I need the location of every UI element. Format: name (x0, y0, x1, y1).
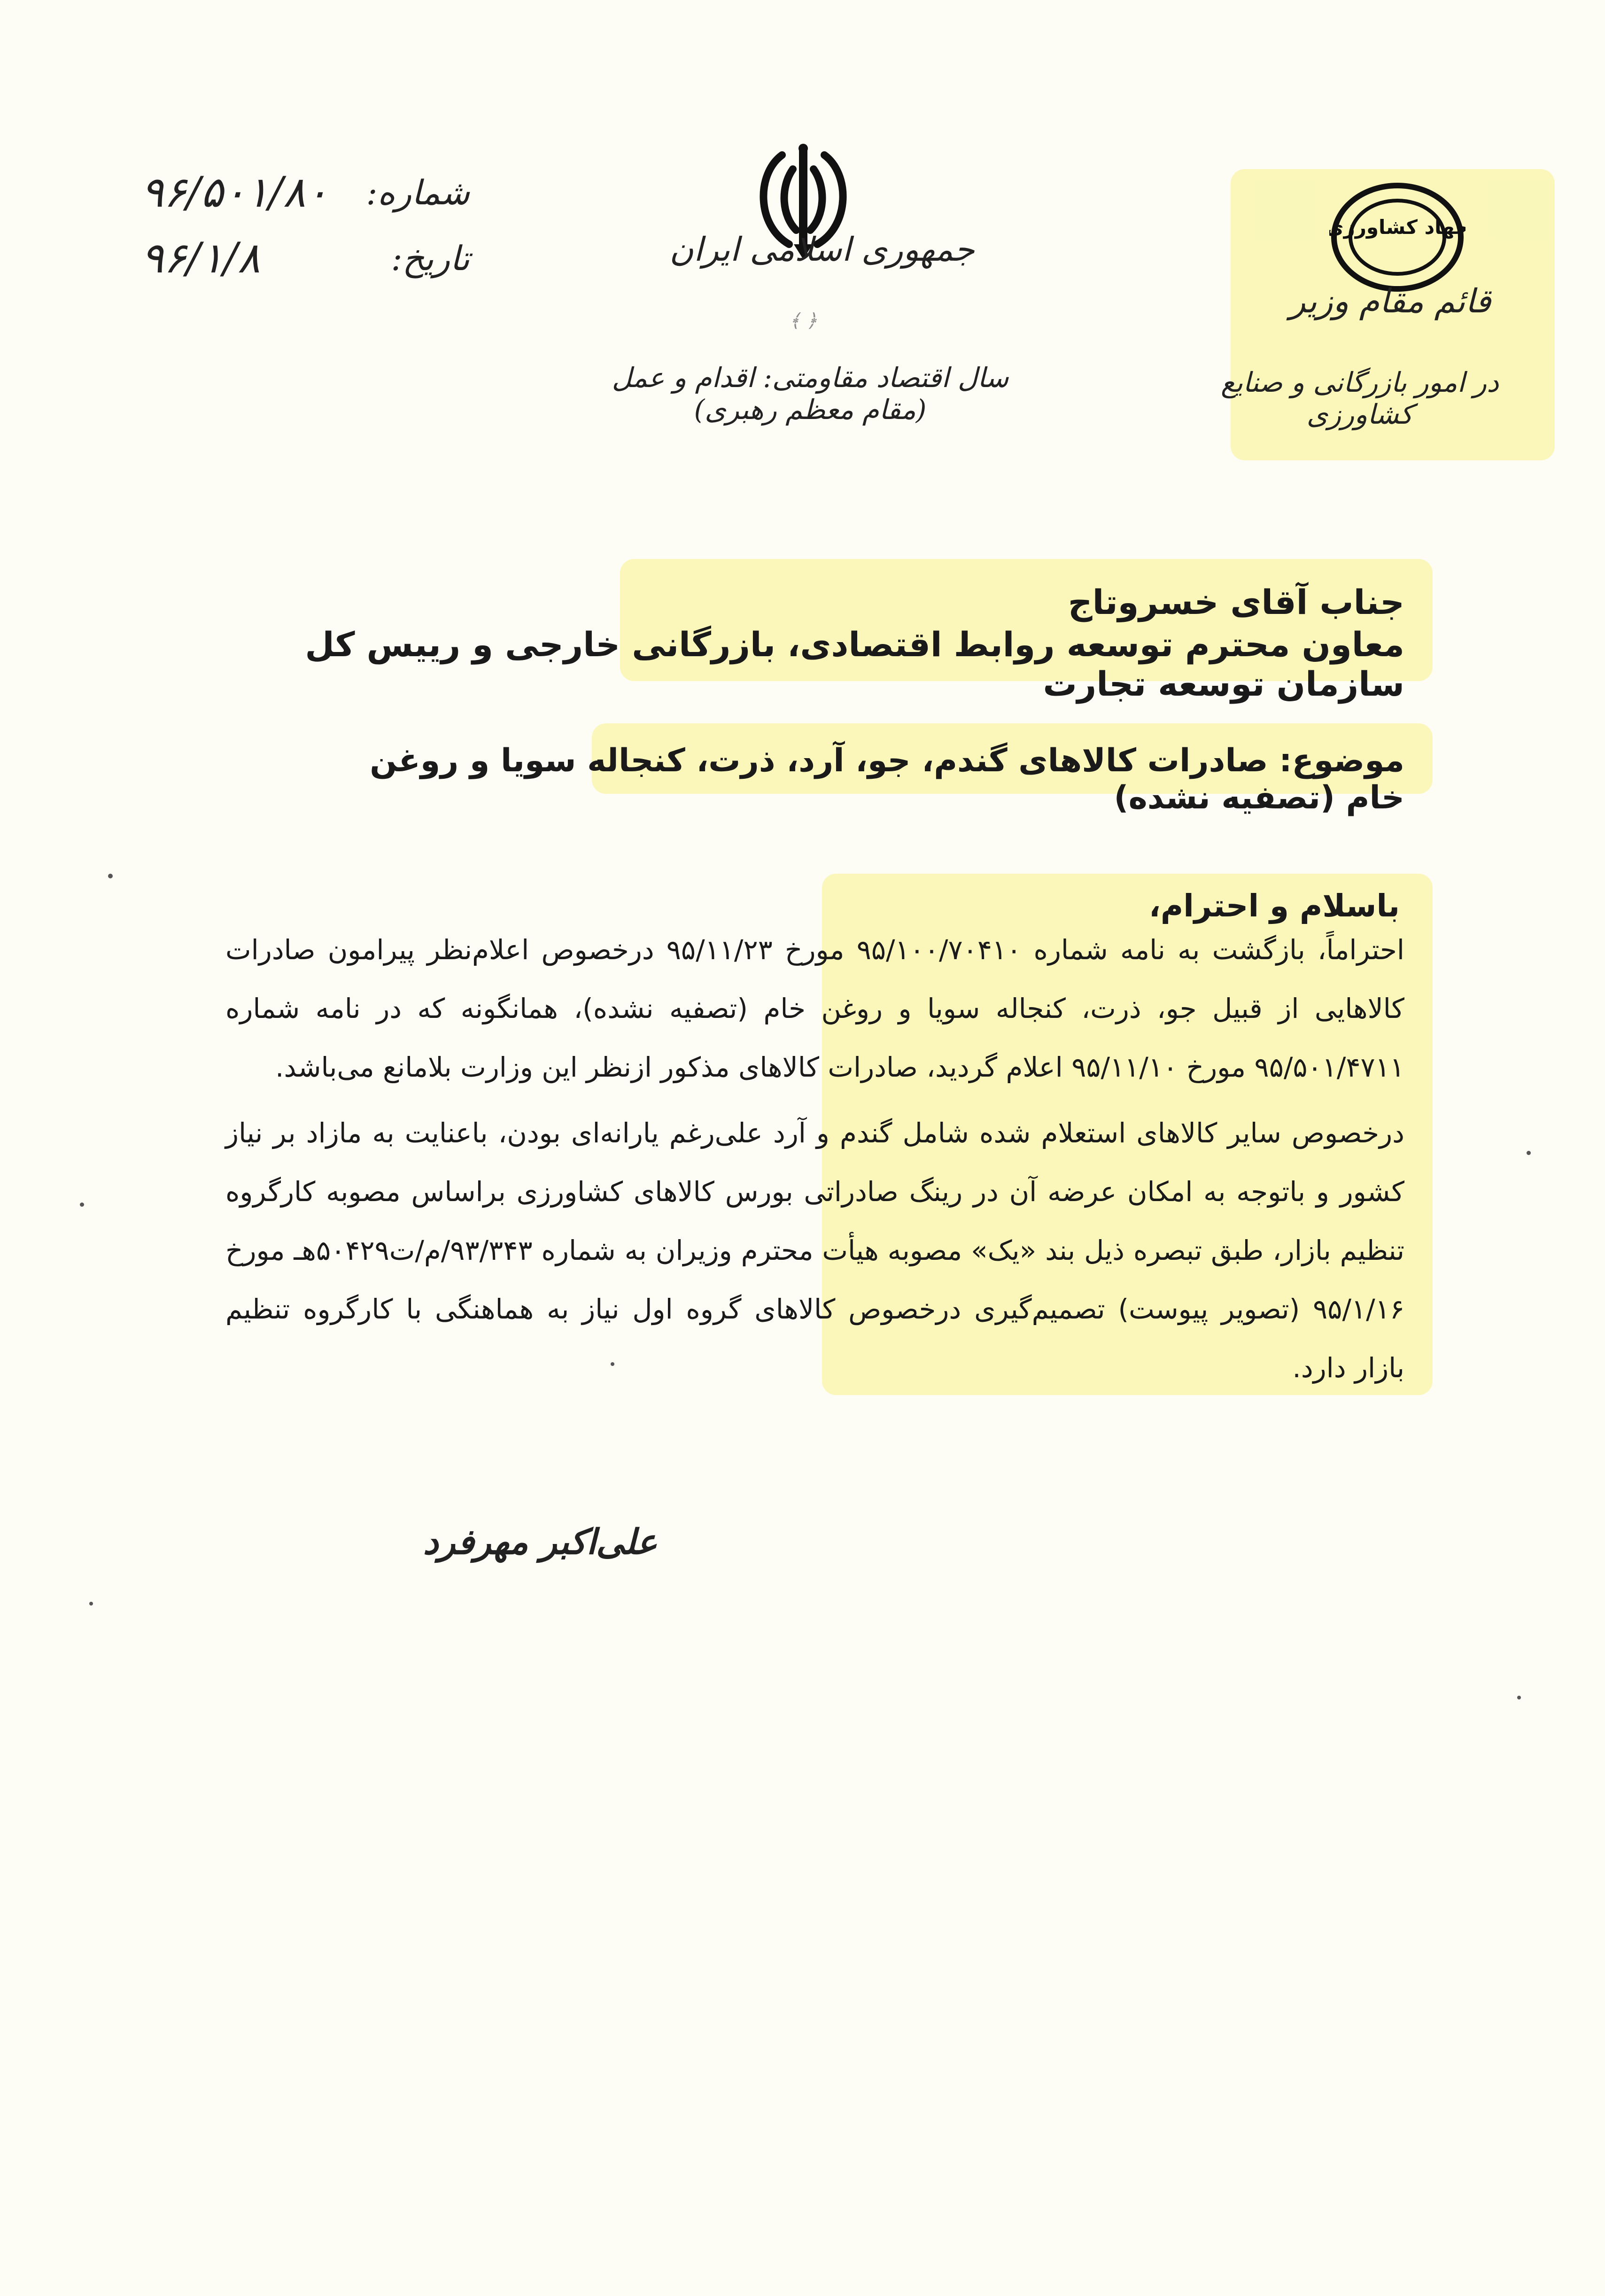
letter-subject: موضوع: صادرات کالاهای گندم، جو، آرد، ذرت، کنجاله سویا و روغن خام (تصفیه نشده) (370, 742, 1404, 816)
signatory-name: علی‌اکبر مهرفرد (423, 1522, 658, 1562)
body-paragraph-1: احتراماً، بازگشت به نامه شماره ۹۵/۱۰۰/۷۰۴۱۰ مورخ ۹۵/۱۱/۲۳ درخصوص اعلام‌نظر پیرامون صادرات کالاهایی از قبیل جو، ذرت، کنجاله سویا و روغن خام (تصفیه نشده)، همانگونه که در نامه شماره ۹۵/۵۰۱/۴۷۱۱ مورخ ۹۵/۱۱/۱۰ اعلام گردید، صادرات کالاهای مذکور ازنظر این وزارت بلامانع می‌باشد. (225, 934, 1404, 1083)
letter-number-value: ۹۶/۵۰۱/۸۰ (141, 168, 329, 217)
scan-speck (611, 1362, 614, 1366)
country-name: جمهوری اسلامی ایران (669, 230, 975, 269)
letter-number-label: شماره: (366, 173, 470, 212)
salutation: باسلام و احترام، (1148, 888, 1400, 924)
scan-speck (89, 1602, 93, 1606)
scan-speck (1517, 1696, 1521, 1699)
deputy-office: در امور بازرگانی و صنایع کشاورزی (1221, 366, 1499, 430)
scan-speck (1527, 1151, 1531, 1155)
scan-speck (80, 1202, 84, 1207)
letter-date-label: تاریخ: (391, 239, 470, 278)
year-slogan: سال اقتصاد مقاومتی: اقدام و عمل (مقام معظم رهبری) (612, 362, 1009, 426)
letter-number-row (141, 160, 470, 225)
faded-note (733, 310, 874, 332)
letter-date-value: ۹۶/۱/۸ (141, 233, 261, 283)
body-paragraph-2: درخصوص سایر کالاهای استعلام شده شامل گندم و آرد علی‌رغم یارانه‌ای بودن، باعنایت به مازاد بر نیاز کشور و باتوجه به امکان عرضه آن در رینگ صادراتی بورس کالاهای کشاورزی براساس مصوبه کارگروه تنظیم بازار، طبق تبصره ذیل بند «یک» مصوبه هیأت محترم وزیران به شماره ۹۳/۳۴۳/م/ت۵۰۴۲۹هـ مورخ ۹۵/۱/۱۶ (تصویر پیوست) تصمیم‌گیری درخصوص کالاهای گروه اول نیاز به هماهنگی با کارگروه تنظیم بازار دارد. (225, 1117, 1404, 1384)
scan-speck (108, 874, 113, 878)
letter-reference (141, 160, 470, 291)
recipient-name: جناب آقای خسروتاج (1068, 582, 1404, 622)
ministry-seal (1329, 178, 1465, 296)
ministry-seal-text: جهاد کشاورزی (1329, 216, 1465, 239)
recipient-title: معاون محترم توسعه روابط اقتصادی، بازرگانی خارجی و رییس کل سازمان توسعه تجارت (305, 625, 1404, 704)
letter-date-row (141, 225, 470, 291)
deputy-title: قائم مقام وزیر (1289, 282, 1491, 320)
faded-note-mark: ﴾ ﴿ (789, 310, 817, 332)
